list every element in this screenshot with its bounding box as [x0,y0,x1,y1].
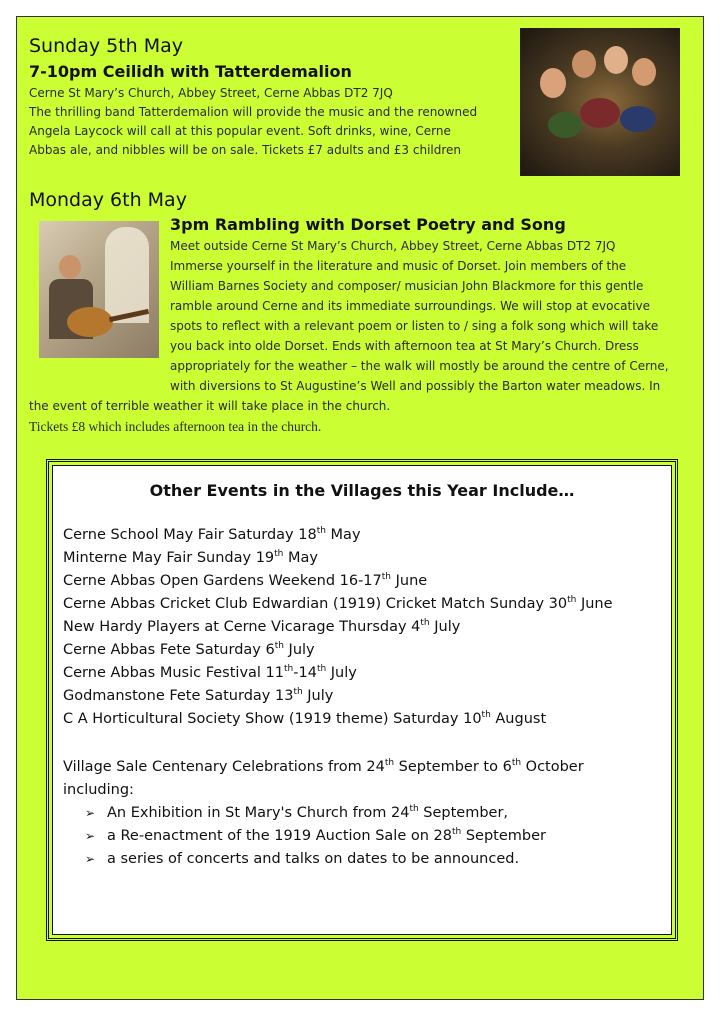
centenary-bullet: ➢ a series of concerts and talks on dates to be announced. [63,848,584,871]
event-item: Cerne School May Fair Saturday 18th May [63,526,361,543]
centenary-bullet: ➢ a Re-enactment of the 1919 Auction Sale on 28th September [63,825,584,848]
band-group-photo [520,28,680,176]
monday-line: the event of terrible weather it will take place in the church. [29,399,391,413]
centenary-including: including: [63,782,134,798]
arrow-bullet-icon: ➢ [85,806,96,820]
event-item: Cerne Abbas Open Gardens Weekend 16-17th June [63,572,428,589]
flyer-page [16,16,704,1000]
monday-tickets: Tickets £8 which includes afternoon tea in the church. [29,419,322,434]
guitarist-photo [39,221,159,358]
other-events-box [46,459,678,941]
event-item: Minterne May Fair Sunday 19th May [63,549,318,566]
arrow-bullet-icon: ➢ [85,852,96,866]
sunday-line: Angela Laycock will call at this popular event. Soft drinks, wine, Cerne [29,124,451,138]
monday-heading: Monday 6th May [29,189,187,211]
monday-line: with diversions to St Augustine’s Well and possibly the Barton water meadows. In [170,379,661,393]
event-item: Cerne Abbas Music Festival 11th-14th July [63,664,357,681]
monday-line: Immerse yourself in the literature and music of Dorset. Join members of the [170,259,627,273]
event-item: Godmanstone Fete Saturday 13th July [63,687,334,704]
monday-line: you back into olde Dorset. Ends with afternoon tea at St Mary’s Church. Dress [170,339,639,353]
monday-line: spots to reflect with a relevant poem or listen to / sing a folk song which will take [170,319,659,333]
event-item: C A Horticultural Society Show (1919 theme) Saturday 10th August [63,710,547,727]
centenary-section [63,756,584,871]
event-item: New Hardy Players at Cerne Vicarage Thursday 4th July [63,618,461,635]
sunday-event-title: 7-10pm Ceilidh with Tatterdemalion [29,62,352,81]
monday-line: ramble around Cerne and its immediate surroundings. We will stop at evocative [170,299,650,313]
sunday-line: Abbas ale, and nibbles will be on sale. Tickets £7 adults and £3 children [29,143,462,157]
centenary-line: Village Sale Centenary Celebrations from 24th September to 6th October [63,758,584,775]
events-list [63,524,613,731]
sunday-line: The thrilling band Tatterdemalion will provide the music and the renowned [29,105,478,119]
monday-line: appropriately for the weather – the walk will mostly be around the centre of Cerne, [170,359,669,373]
sunday-line: Cerne St Mary’s Church, Abbey Street, Cerne Abbas DT2 7JQ [29,86,393,100]
monday-line: William Barnes Society and composer/ musician John Blackmore for this gentle [170,279,644,293]
event-item: Cerne Abbas Cricket Club Edwardian (1919) Cricket Match Sunday 30th June [63,595,613,612]
centenary-bullet: ➢ An Exhibition in St Mary's Church from 24th September, [63,802,584,825]
event-item: Cerne Abbas Fete Saturday 6th July [63,641,315,658]
other-events-title: Other Events in the Villages this Year Include… [149,481,575,500]
sunday-heading: Sunday 5th May [29,35,184,57]
arrow-bullet-icon: ➢ [85,829,96,843]
monday-event-title: 3pm Rambling with Dorset Poetry and Song [170,215,566,234]
monday-line: Meet outside Cerne St Mary’s Church, Abbey Street, Cerne Abbas DT2 7JQ [170,239,616,253]
